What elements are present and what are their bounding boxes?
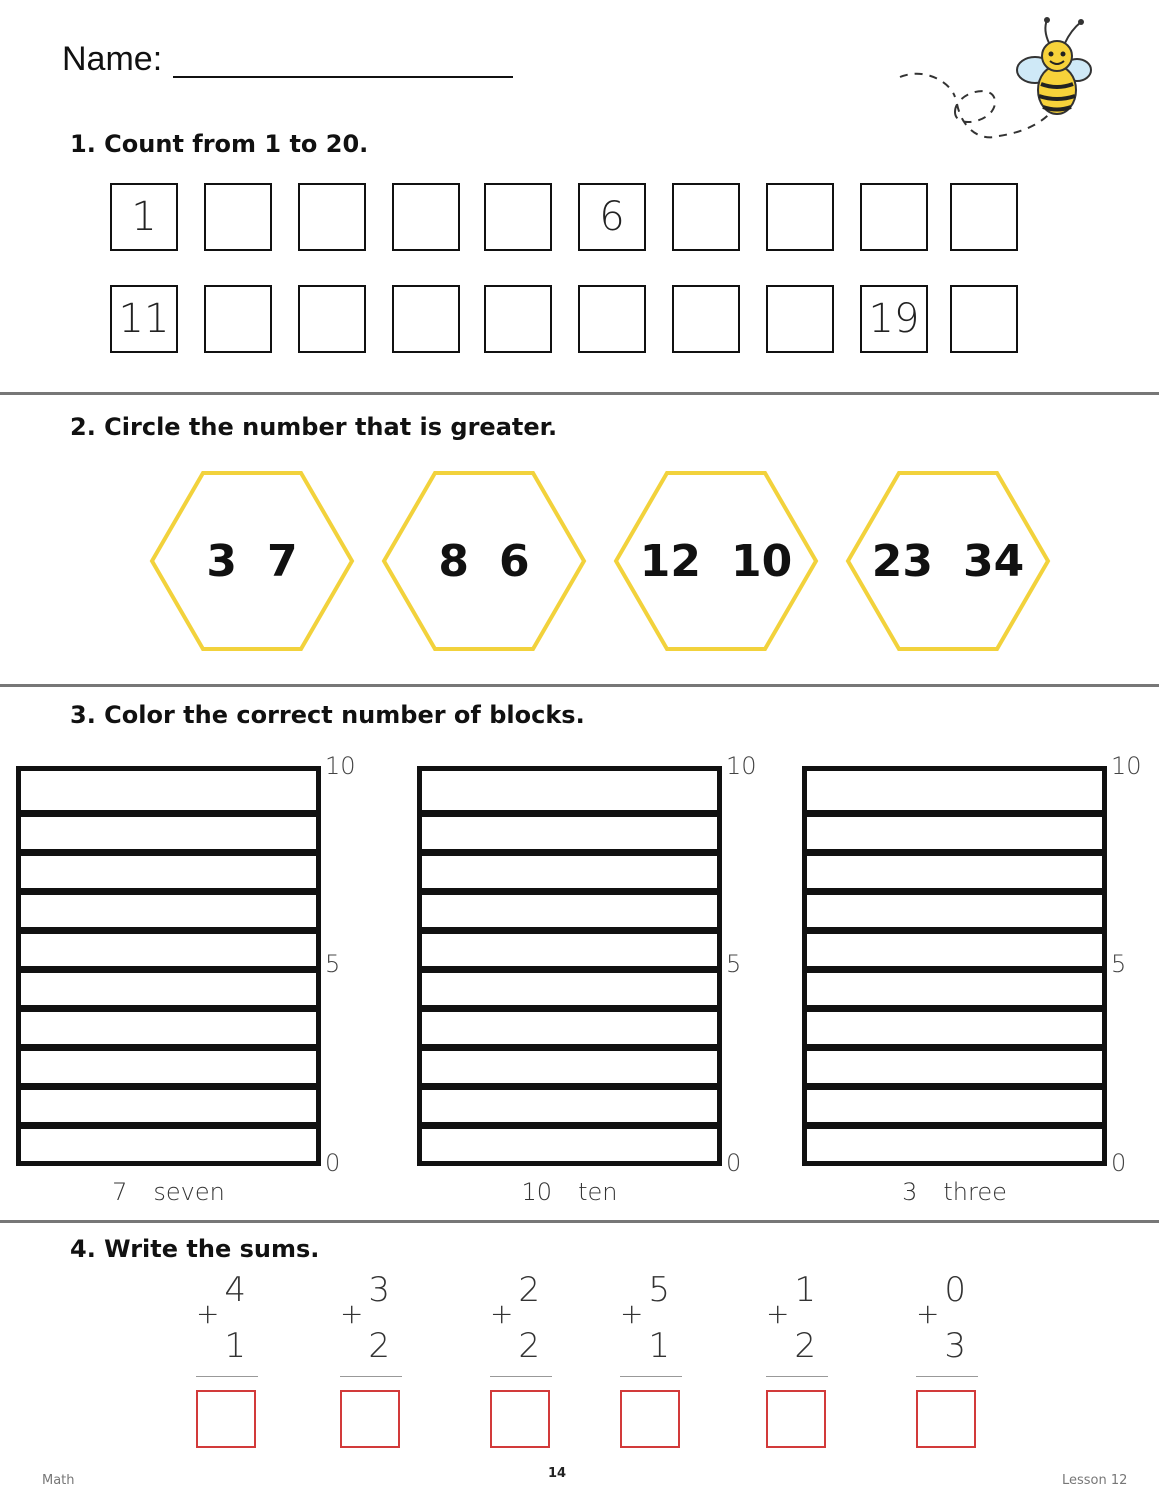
addend-top: 5 <box>648 1270 670 1310</box>
block-cell[interactable] <box>422 1083 717 1122</box>
addend-bottom: 2 <box>794 1326 816 1366</box>
compare-number[interactable]: 3 <box>206 535 237 587</box>
hexagon-item <box>381 471 587 651</box>
count-box-empty[interactable] <box>204 183 272 251</box>
plus-sign: + <box>490 1297 514 1330</box>
block-cell[interactable] <box>807 966 1102 1005</box>
count-box-empty[interactable] <box>766 183 834 251</box>
name-field[interactable] <box>173 76 513 78</box>
scale-label-mid: 5 <box>1111 950 1127 978</box>
answer-box[interactable] <box>490 1390 550 1448</box>
addend-bottom: 2 <box>368 1326 390 1366</box>
addend-bottom: 1 <box>648 1326 670 1366</box>
count-box-empty[interactable] <box>298 285 366 353</box>
answer-box[interactable] <box>916 1390 976 1448</box>
block-cell[interactable] <box>422 927 717 966</box>
block-cell[interactable] <box>21 1005 316 1044</box>
block-cell[interactable] <box>422 1005 717 1044</box>
scale-label-top: 10 <box>325 752 356 780</box>
count-box-empty[interactable] <box>860 183 928 251</box>
block-cell[interactable] <box>807 1044 1102 1083</box>
block-cell[interactable] <box>422 771 717 810</box>
block-cell[interactable] <box>21 1122 316 1161</box>
count-box-empty[interactable] <box>298 183 366 251</box>
plus-sign: + <box>196 1297 220 1330</box>
block-cell[interactable] <box>807 927 1102 966</box>
section-divider <box>0 1220 1159 1223</box>
count-box-empty[interactable] <box>204 285 272 353</box>
compare-number[interactable]: 23 <box>871 535 933 587</box>
hexagon-item <box>845 471 1051 651</box>
tower-caption <box>802 1178 1107 1206</box>
count-box-given: 1 <box>110 183 178 251</box>
caption-number: 7 <box>112 1178 128 1206</box>
bee-icon <box>895 12 1095 152</box>
answer-box[interactable] <box>620 1390 680 1448</box>
number-pair <box>149 471 355 651</box>
plus-sign: + <box>766 1297 790 1330</box>
name-label: Name: <box>62 40 163 78</box>
block-cell[interactable] <box>21 1083 316 1122</box>
count-box-empty[interactable] <box>766 285 834 353</box>
count-box-empty[interactable] <box>578 285 646 353</box>
block-cell[interactable] <box>807 771 1102 810</box>
scale-label-top: 10 <box>1111 752 1142 780</box>
count-box-empty[interactable] <box>392 183 460 251</box>
scale-label-bottom: 0 <box>325 1149 341 1177</box>
block-cell[interactable] <box>21 849 316 888</box>
plus-sign: + <box>916 1297 940 1330</box>
count-box-empty[interactable] <box>950 183 1018 251</box>
answer-box[interactable] <box>766 1390 826 1448</box>
caption-word: three <box>943 1178 1007 1206</box>
block-cell[interactable] <box>422 849 717 888</box>
sum-line <box>490 1376 552 1377</box>
block-cell[interactable] <box>807 810 1102 849</box>
addend-top: 1 <box>794 1270 816 1310</box>
plus-sign: + <box>620 1297 644 1330</box>
block-cell[interactable] <box>807 1083 1102 1122</box>
count-box-given: 19 <box>860 285 928 353</box>
count-box-empty[interactable] <box>484 285 552 353</box>
scale-label-bottom: 0 <box>726 1149 742 1177</box>
count-box-given: 11 <box>110 285 178 353</box>
compare-number[interactable]: 6 <box>499 535 530 587</box>
scale-label-mid: 5 <box>325 950 341 978</box>
sum-line <box>916 1376 978 1377</box>
number-pair <box>381 471 587 651</box>
block-cell[interactable] <box>21 927 316 966</box>
tower-caption <box>16 1178 321 1206</box>
addend-bottom: 1 <box>224 1326 246 1366</box>
number-pair <box>845 471 1051 651</box>
block-cell[interactable] <box>422 810 717 849</box>
block-cell[interactable] <box>21 888 316 927</box>
footer-subject: Math <box>42 1473 75 1488</box>
count-box-empty[interactable] <box>672 285 740 353</box>
plus-sign: + <box>340 1297 364 1330</box>
block-cell[interactable] <box>21 1044 316 1083</box>
scale-label-mid: 5 <box>726 950 742 978</box>
block-tower <box>16 766 321 1166</box>
block-cell[interactable] <box>807 849 1102 888</box>
block-cell[interactable] <box>21 771 316 810</box>
section-divider <box>0 684 1159 687</box>
addend-top: 4 <box>224 1270 246 1310</box>
block-cell[interactable] <box>422 1044 717 1083</box>
addend-top: 0 <box>944 1270 966 1310</box>
compare-number[interactable]: 10 <box>731 535 793 587</box>
q2-title: 2. Circle the number that is greater. <box>70 413 558 441</box>
scale-label-top: 10 <box>726 752 757 780</box>
compare-number[interactable]: 7 <box>267 535 298 587</box>
addend-top: 2 <box>518 1270 540 1310</box>
block-cell[interactable] <box>21 810 316 849</box>
hexagon-item <box>613 471 819 651</box>
sum-line <box>766 1376 828 1377</box>
sum-line <box>340 1376 402 1377</box>
block-cell[interactable] <box>21 966 316 1005</box>
block-cell[interactable] <box>807 1005 1102 1044</box>
answer-box[interactable] <box>340 1390 400 1448</box>
sum-line <box>620 1376 682 1377</box>
compare-number[interactable]: 8 <box>438 535 469 587</box>
footer-lesson: Lesson 12 <box>1062 1473 1128 1488</box>
block-tower <box>417 766 722 1166</box>
block-tower <box>802 766 1107 1166</box>
block-cell[interactable] <box>422 1122 717 1161</box>
caption-word: seven <box>153 1178 225 1206</box>
addend-bottom: 2 <box>518 1326 540 1366</box>
compare-number[interactable]: 34 <box>963 535 1025 587</box>
hexagon-item <box>149 471 355 651</box>
sum-line <box>196 1376 258 1377</box>
q3-title: 3. Color the correct number of blocks. <box>70 701 585 729</box>
block-cell[interactable] <box>807 888 1102 927</box>
compare-number[interactable]: 12 <box>639 535 701 587</box>
tower-caption <box>417 1178 722 1206</box>
count-box-empty[interactable] <box>950 285 1018 353</box>
q4-title: 4. Write the sums. <box>70 1235 320 1263</box>
caption-number: 3 <box>902 1178 918 1206</box>
addend-top: 3 <box>368 1270 390 1310</box>
count-box-empty[interactable] <box>672 183 740 251</box>
count-box-empty[interactable] <box>392 285 460 353</box>
count-box-given: 6 <box>578 183 646 251</box>
answer-box[interactable] <box>196 1390 256 1448</box>
number-pair <box>613 471 819 651</box>
block-cell[interactable] <box>422 966 717 1005</box>
section-divider <box>0 392 1159 395</box>
q1-title: 1. Count from 1 to 20. <box>70 130 369 158</box>
caption-number: 10 <box>521 1178 553 1206</box>
count-box-empty[interactable] <box>484 183 552 251</box>
block-cell[interactable] <box>807 1122 1102 1161</box>
scale-label-bottom: 0 <box>1111 1149 1127 1177</box>
block-cell[interactable] <box>422 888 717 927</box>
caption-word: ten <box>578 1178 618 1206</box>
addend-bottom: 3 <box>944 1326 966 1366</box>
page-number: 14 <box>548 1466 567 1481</box>
